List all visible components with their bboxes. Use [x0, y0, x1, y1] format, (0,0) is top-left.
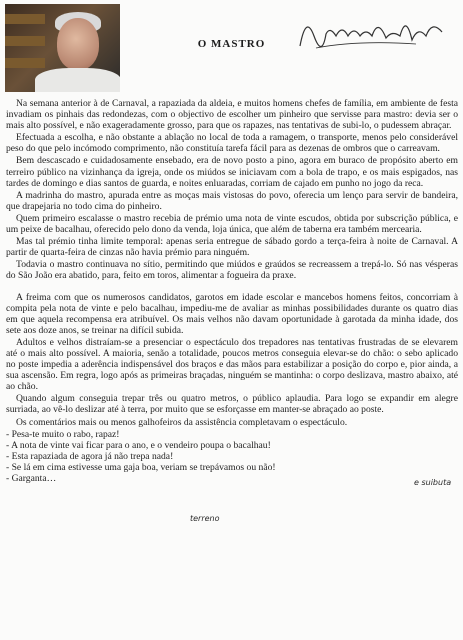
paragraph: A freima com que os numerosos candidatos, garotos em idade escolar e mancebos homens feitos, concorriam à compita pela nota de vinte e pelo bacalhau, impediu-me de avaliar as minhas possibilidades durante os quatro dias em que aquela recompensa era atribuível. Os mais velhos não davam oportunidade à garotada da minha idade, dos sete aos doze anos, se treinar na difícil subida. — [6, 291, 458, 336]
paragraph: A madrinha do mastro, apurada entre as moças mais vistosas do povo, oferecia um lenço para servir de bandeira, que drapejaria no todo cima do pinheiro. — [6, 189, 458, 212]
paragraph: Efectuada a escolha, e não obstante a ablação no local de toda a ramagem, o transporte, menos pelo considerável peso do que pelo incómodo comprimento, não constituía tarefa fácil para as dezenas de ombros que o carreavam. — [6, 132, 458, 155]
page-title: O MASTRO — [197, 38, 266, 50]
dialogue-line: - Pesa-te muito o rabo, rapaz! — [6, 428, 120, 440]
paragraph: Mas tal prémio tinha limite temporal: apenas seria entregue de sábado gordo a terça-feira à noite de Carnaval. A partir de quarta-feira de cinzas não havia prémio para ninguém. — [6, 236, 458, 259]
dialogue-line: - Garganta… — [6, 473, 57, 484]
paragraph: Todavia o mastro continuava no sítio, permitindo que miúdos e graúdos se recreassem a trepá-lo. Só nas vésperas do São João era abatido, para, feito em toros, alimentar a fogueira da praxe. — [6, 259, 458, 282]
paragraph: Na semana anterior à de Carnaval, a rapaziada da aldeia, e muitos homens chefes de família, em ambiente de festa invadiam os pinhais das redondezas, com o objectivo de escolher um pinheiro que servisse para mastro: devia ser o mais alto possível, e não exageradamente grosso, para que os rapazes, nas tentativas de subi-lo, o pudessem abraçar. — [6, 98, 458, 132]
paragraph: Os comentários mais ou menos galhofeiros da assistência completavam o espectáculo. — [16, 416, 348, 428]
handwritten-margin-note: e suibuta — [414, 478, 452, 487]
dialogue-line: - Se lá em cima estivesse uma gaja boa, veriam se trepávamos ou não! — [6, 461, 276, 473]
article-body — [6, 98, 458, 484]
paragraph: Adultos e velhos distraíam-se a presenciar o espectáculo dos trepadores nas tentativas frustradas de se elevarem até o mais alto possível. A maioria, senão a totalidade, poucos metros conseguia elevar-se do chão: o sebo aplicado no poste impedia a aderência indispensável dos braços e das mãos para estabilizar a posição do corpo e, pior ainda, a sua ascensão. Em regra, logo após as primeiras braçadas, ninguém se mantinha: o corpo deslizava, mastro abaixo, até ao chão. — [6, 336, 458, 393]
dialogue-line: - A nota de vinte vai ficar para o ano, e o vendeiro poupa o bacalhau! — [6, 439, 271, 451]
handwritten-correction: terreno — [190, 514, 220, 523]
dialogue-line: - Esta rapaziada de agora já não trepa nada! — [6, 450, 174, 462]
paragraph: Quando algum conseguia trepar três ou quatro metros, o público aplaudia. Para logo se expandir em alegre surriada, ao vê-lo deslizar até à terra, por muito que se esforçasse em manter-se abraçado ao poste. — [6, 393, 458, 416]
paragraph: Quem primeiro escalasse o mastro recebia de prémio uma nota de vinte escudos, obtida por subscrição pública, e um peixe de bacalhau, oferecido pelo dono da venda, loja única, que além de taberna era também mercearia. — [6, 212, 458, 236]
paragraph: Bem descascado e cuidadosamente ensebado, era de novo posto a pino, agora em buraco de propósito aberto em terreiro público na vizinhança da igreja, onde os miúdos se iniciavam com a bola de trapo, e os mais espigados, nas tardes de domingo e dias santos de guarda, e noites enluaradas, corriam de cajado em punho no jogo da reca. — [6, 155, 458, 189]
